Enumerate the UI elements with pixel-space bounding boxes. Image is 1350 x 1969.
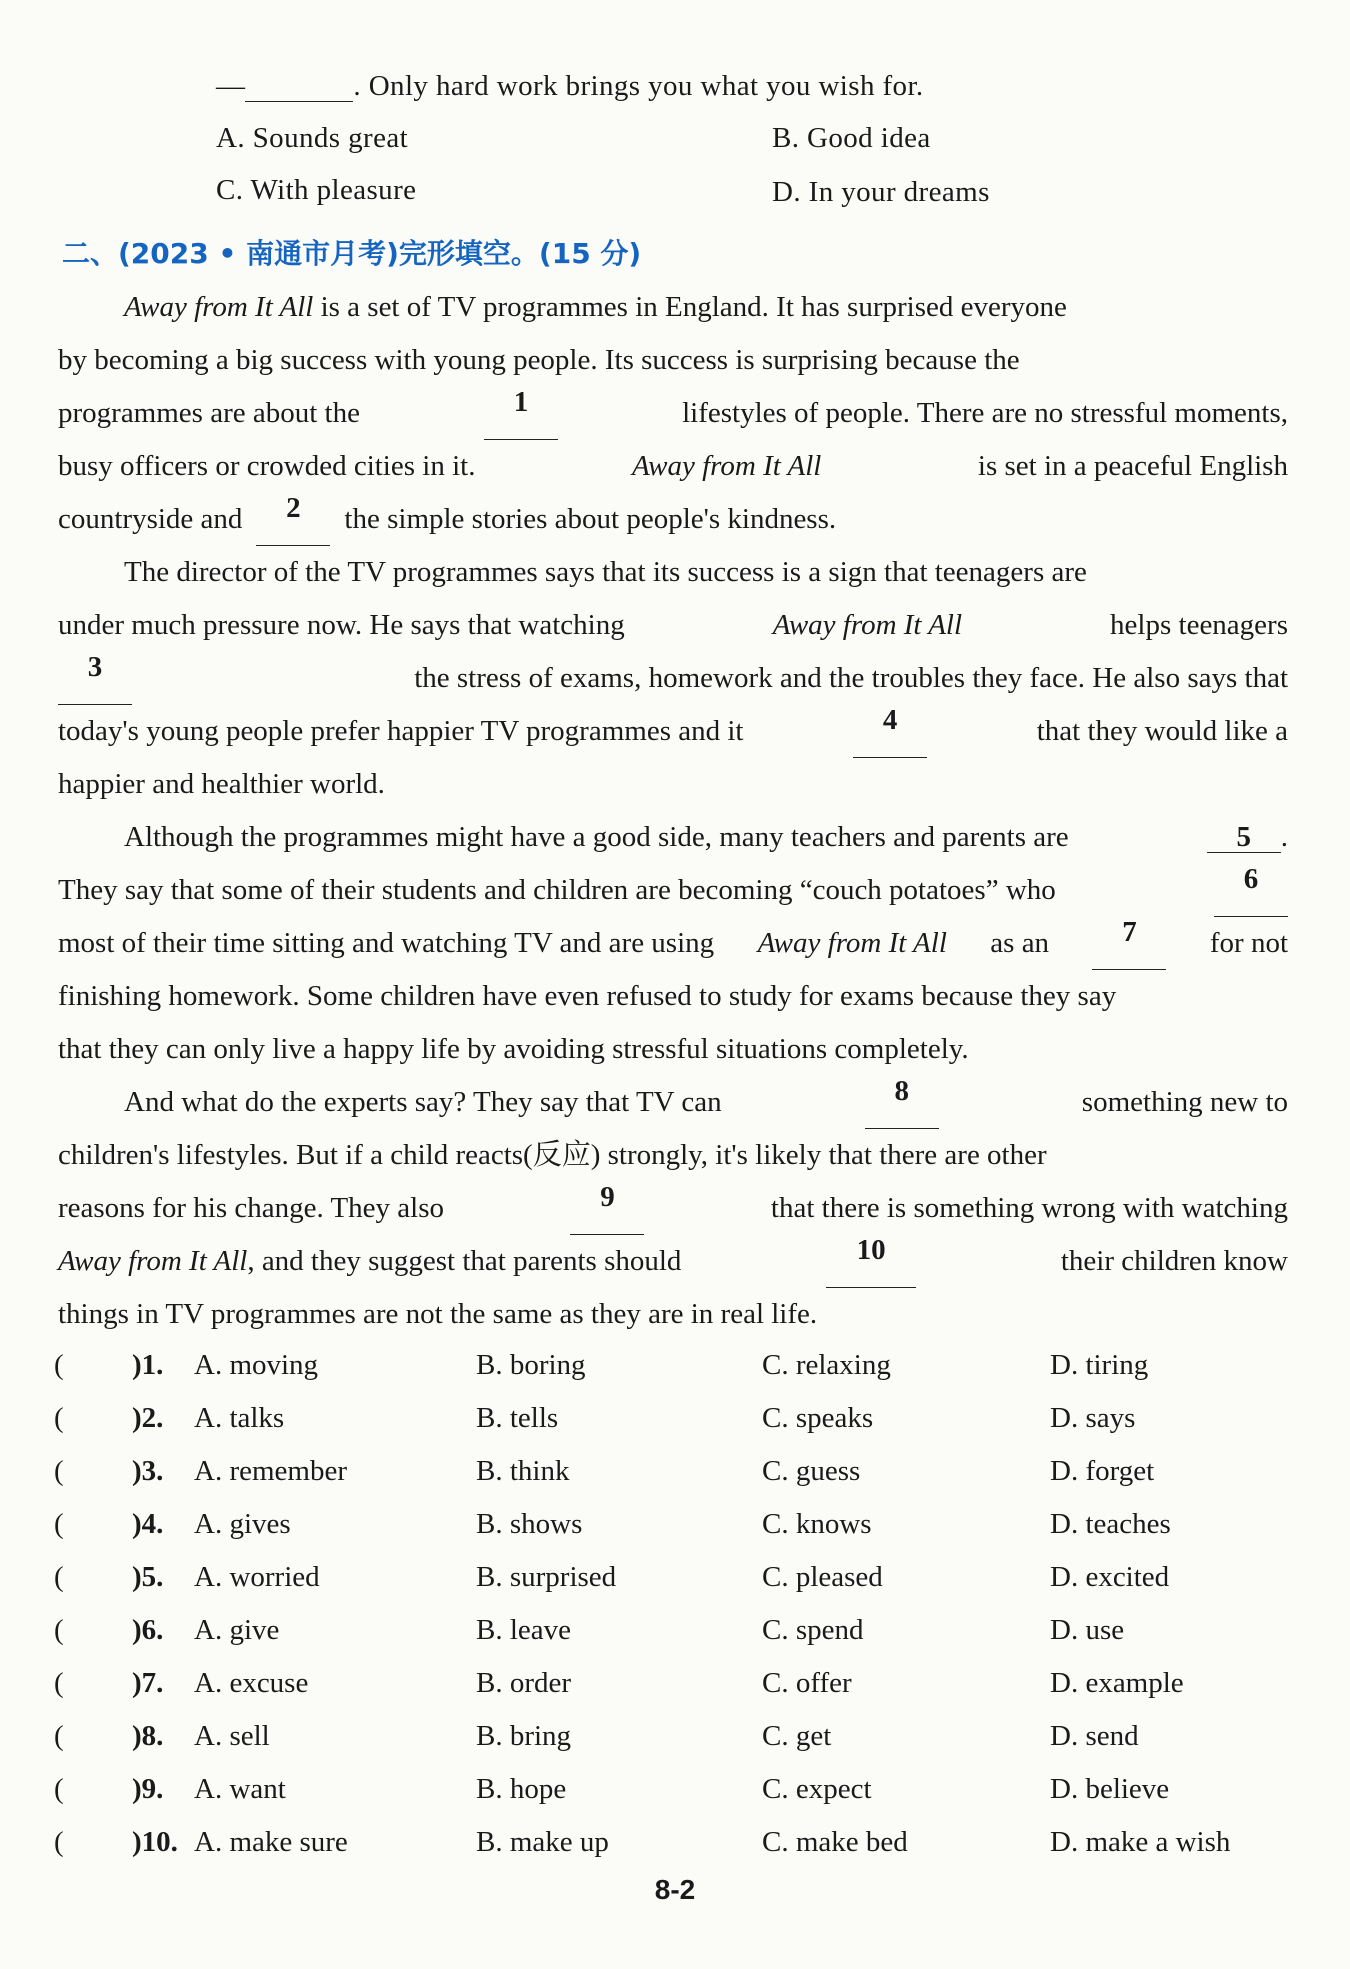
- option-c[interactable]: C. knows: [762, 1508, 872, 1540]
- option-c[interactable]: C. get: [762, 1720, 832, 1752]
- question-row: [54, 1720, 1294, 1773]
- text: And what do the experts say? They say that TV can: [124, 1086, 722, 1118]
- blank-4[interactable]: 4: [853, 705, 927, 758]
- question-row: [54, 1561, 1294, 1614]
- blank-8[interactable]: 8: [865, 1076, 939, 1129]
- text: They say that some of their students and children are becoming “couch potatoes” who: [58, 874, 1056, 906]
- option-d[interactable]: D. believe: [1050, 1773, 1170, 1805]
- text: today's young people prefer happier TV programmes and it: [58, 715, 744, 747]
- text: children's lifestyles. But if a child reacts(反应) strongly, it's likely that there are other: [58, 1139, 1047, 1171]
- option-a[interactable]: A. give: [194, 1614, 280, 1646]
- text: happier and healthier world.: [58, 768, 385, 800]
- question-number: )6.: [132, 1614, 164, 1646]
- text: countryside and: [58, 503, 243, 535]
- title-italic: Away from It All: [124, 291, 314, 323]
- question-number: )8.: [132, 1720, 164, 1752]
- option-d[interactable]: D. excited: [1050, 1561, 1170, 1593]
- option-b[interactable]: B. bring: [476, 1720, 572, 1752]
- answer-paren[interactable]: (: [54, 1826, 64, 1858]
- text: Although the programmes might have a good side, many teachers and parents are: [124, 821, 1069, 853]
- answer-paren[interactable]: (: [54, 1561, 64, 1593]
- text: that they can only live a happy life by avoiding stressful situations completely.: [58, 1033, 969, 1065]
- option-d[interactable]: D. example: [1050, 1667, 1184, 1699]
- option-d[interactable]: D. says: [1050, 1402, 1136, 1434]
- page-number: 8-2: [654, 1874, 696, 1905]
- text: lifestyles of people. There are no stressful moments,: [682, 397, 1288, 429]
- prev-option-a: A. Sounds great: [216, 122, 409, 154]
- option-a[interactable]: A. moving: [194, 1349, 319, 1381]
- text: reasons for his change. They also: [58, 1192, 445, 1224]
- option-b[interactable]: B. shows: [476, 1508, 583, 1540]
- option-a[interactable]: A. worried: [194, 1561, 320, 1593]
- blank-5[interactable]: 5: [1207, 822, 1281, 853]
- option-a[interactable]: A. sell: [194, 1720, 270, 1752]
- question-number: )1.: [132, 1349, 164, 1381]
- question-row: [54, 1455, 1294, 1508]
- option-a[interactable]: A. talks: [194, 1402, 285, 1434]
- prev-option-d: D. In your dreams: [772, 176, 990, 208]
- passage-paragraph-3: Although the programmes might have a good side, many teachers and parents are 5 . They say that some of their students and children are becoming “couch potatoes” who 6 most of their time sitting and watching TV and are using Away from It All as an 7 for not finishing homework. Some children have even refused to study for exams because they say that they can only live a happy life by avoiding stressful situations completely.: [58, 811, 1288, 1076]
- option-a[interactable]: A. gives: [194, 1508, 291, 1540]
- blank-6[interactable]: 6: [1214, 864, 1288, 917]
- option-b[interactable]: B. leave: [476, 1614, 572, 1646]
- text: is a set of TV programmes in England. It has surprised everyone: [313, 291, 1067, 323]
- prev-option-b: B. Good idea: [772, 122, 931, 154]
- blank-2[interactable]: 2: [256, 493, 330, 546]
- option-b[interactable]: B. tells: [476, 1402, 559, 1434]
- text: programmes are about the: [58, 397, 360, 429]
- text: as an: [990, 927, 1050, 959]
- option-d[interactable]: D. teaches: [1050, 1508, 1171, 1540]
- text: most of their time sitting and watching TV and are using: [58, 927, 715, 959]
- answer-paren[interactable]: (: [54, 1614, 64, 1646]
- text: their children know: [1060, 1245, 1288, 1277]
- option-c[interactable]: C. relaxing: [762, 1349, 891, 1381]
- text: busy officers or crowded cities in it.: [58, 450, 476, 482]
- option-d[interactable]: D. forget: [1050, 1455, 1155, 1487]
- text: the simple stories about people's kindness.: [344, 503, 837, 535]
- text: under much pressure now. He says that watching: [58, 609, 625, 641]
- question-row: [54, 1508, 1294, 1561]
- passage-paragraph-2: [58, 546, 1288, 811]
- question-number: )7.: [132, 1667, 164, 1699]
- blank-10[interactable]: 10: [826, 1235, 916, 1288]
- question-row: [54, 1773, 1294, 1826]
- question-row: [54, 1349, 1294, 1402]
- answer-paren[interactable]: (: [54, 1667, 64, 1699]
- answer-paren[interactable]: (: [54, 1773, 64, 1805]
- question-number: )4.: [132, 1508, 164, 1540]
- prev-question-stem: [216, 70, 924, 103]
- text: finishing homework. Some children have even refused to study for exams because they say: [58, 980, 1117, 1012]
- answer-paren[interactable]: (: [54, 1720, 64, 1752]
- question-row: [54, 1614, 1294, 1667]
- answer-paren[interactable]: (: [54, 1402, 64, 1434]
- passage-paragraph-1: [58, 281, 1288, 546]
- question-row: [54, 1402, 1294, 1455]
- text: for not: [1209, 927, 1288, 959]
- question-number: )2.: [132, 1402, 164, 1434]
- title-italic: Away from It All: [632, 450, 822, 482]
- option-d[interactable]: D. send: [1050, 1720, 1139, 1752]
- blank-1[interactable]: 1: [484, 387, 558, 440]
- text: things in TV programmes are not the same as they are in real life.: [58, 1298, 818, 1330]
- dash: —: [216, 70, 246, 102]
- option-a[interactable]: A. remember: [194, 1455, 347, 1487]
- option-b[interactable]: B. order: [476, 1667, 572, 1699]
- question-number: )3.: [132, 1455, 164, 1487]
- option-c[interactable]: C. pleased: [762, 1561, 883, 1593]
- blank-9[interactable]: 9: [570, 1182, 644, 1235]
- option-d[interactable]: D. use: [1050, 1614, 1125, 1646]
- blank-7[interactable]: 7: [1092, 917, 1166, 970]
- question-number: )5.: [132, 1561, 164, 1593]
- text: something new to: [1081, 1086, 1288, 1118]
- option-c[interactable]: C. make bed: [762, 1826, 908, 1858]
- option-c[interactable]: C. offer: [762, 1667, 852, 1699]
- answer-paren[interactable]: (: [54, 1455, 64, 1487]
- answer-paren[interactable]: (: [54, 1508, 64, 1540]
- option-b[interactable]: B. think: [476, 1455, 570, 1487]
- passage-paragraph-4: [58, 1076, 1288, 1341]
- text: that there is something wrong with watching: [770, 1192, 1288, 1224]
- option-b[interactable]: B. hope: [476, 1773, 567, 1805]
- title-italic: Away from It All: [757, 927, 947, 959]
- text: by becoming a big success with young people. Its success is surprising because the: [58, 344, 1020, 376]
- option-b[interactable]: B. surprised: [476, 1561, 617, 1593]
- option-a[interactable]: A. want: [194, 1773, 286, 1805]
- prev-option-c: C. With pleasure: [216, 174, 417, 206]
- option-c[interactable]: C. spend: [762, 1614, 864, 1646]
- question-row: [54, 1826, 1294, 1879]
- text: that they would like a: [1036, 715, 1288, 747]
- question-number: )9.: [132, 1773, 164, 1805]
- question-row: [54, 1667, 1294, 1720]
- question-number: )10.: [132, 1826, 178, 1858]
- answer-blank[interactable]: [245, 71, 353, 102]
- option-d[interactable]: D. tiring: [1050, 1349, 1149, 1381]
- option-a[interactable]: A. excuse: [194, 1667, 309, 1699]
- title-italic: Away from It All: [772, 609, 963, 641]
- text: , and they suggest that parents should: [247, 1245, 682, 1277]
- text: The director of the TV programmes says that its success is a sign that teenagers are: [124, 556, 1087, 588]
- section-heading: 二、(2023 • 南通市月考)完形填空。(15 分): [62, 237, 642, 270]
- text: helps teenagers: [1110, 609, 1288, 641]
- option-c[interactable]: C. guess: [762, 1455, 861, 1487]
- option-a[interactable]: A. make sure: [194, 1826, 348, 1858]
- blank-3[interactable]: 3: [58, 652, 132, 705]
- option-b[interactable]: B. boring: [476, 1349, 586, 1381]
- title-italic: Away from It All: [58, 1245, 248, 1277]
- option-b[interactable]: B. make up: [476, 1826, 609, 1858]
- option-d[interactable]: D. make a wish: [1050, 1826, 1231, 1858]
- stem-text: . Only hard work brings you what you wish for.: [353, 70, 924, 102]
- text: is set in a peaceful English: [977, 450, 1288, 482]
- text: the stress of exams, homework and the troubles they face. He also says that: [414, 662, 1288, 694]
- option-c[interactable]: C. expect: [762, 1773, 872, 1805]
- option-c[interactable]: C. speaks: [762, 1402, 874, 1434]
- answer-paren[interactable]: (: [54, 1349, 64, 1381]
